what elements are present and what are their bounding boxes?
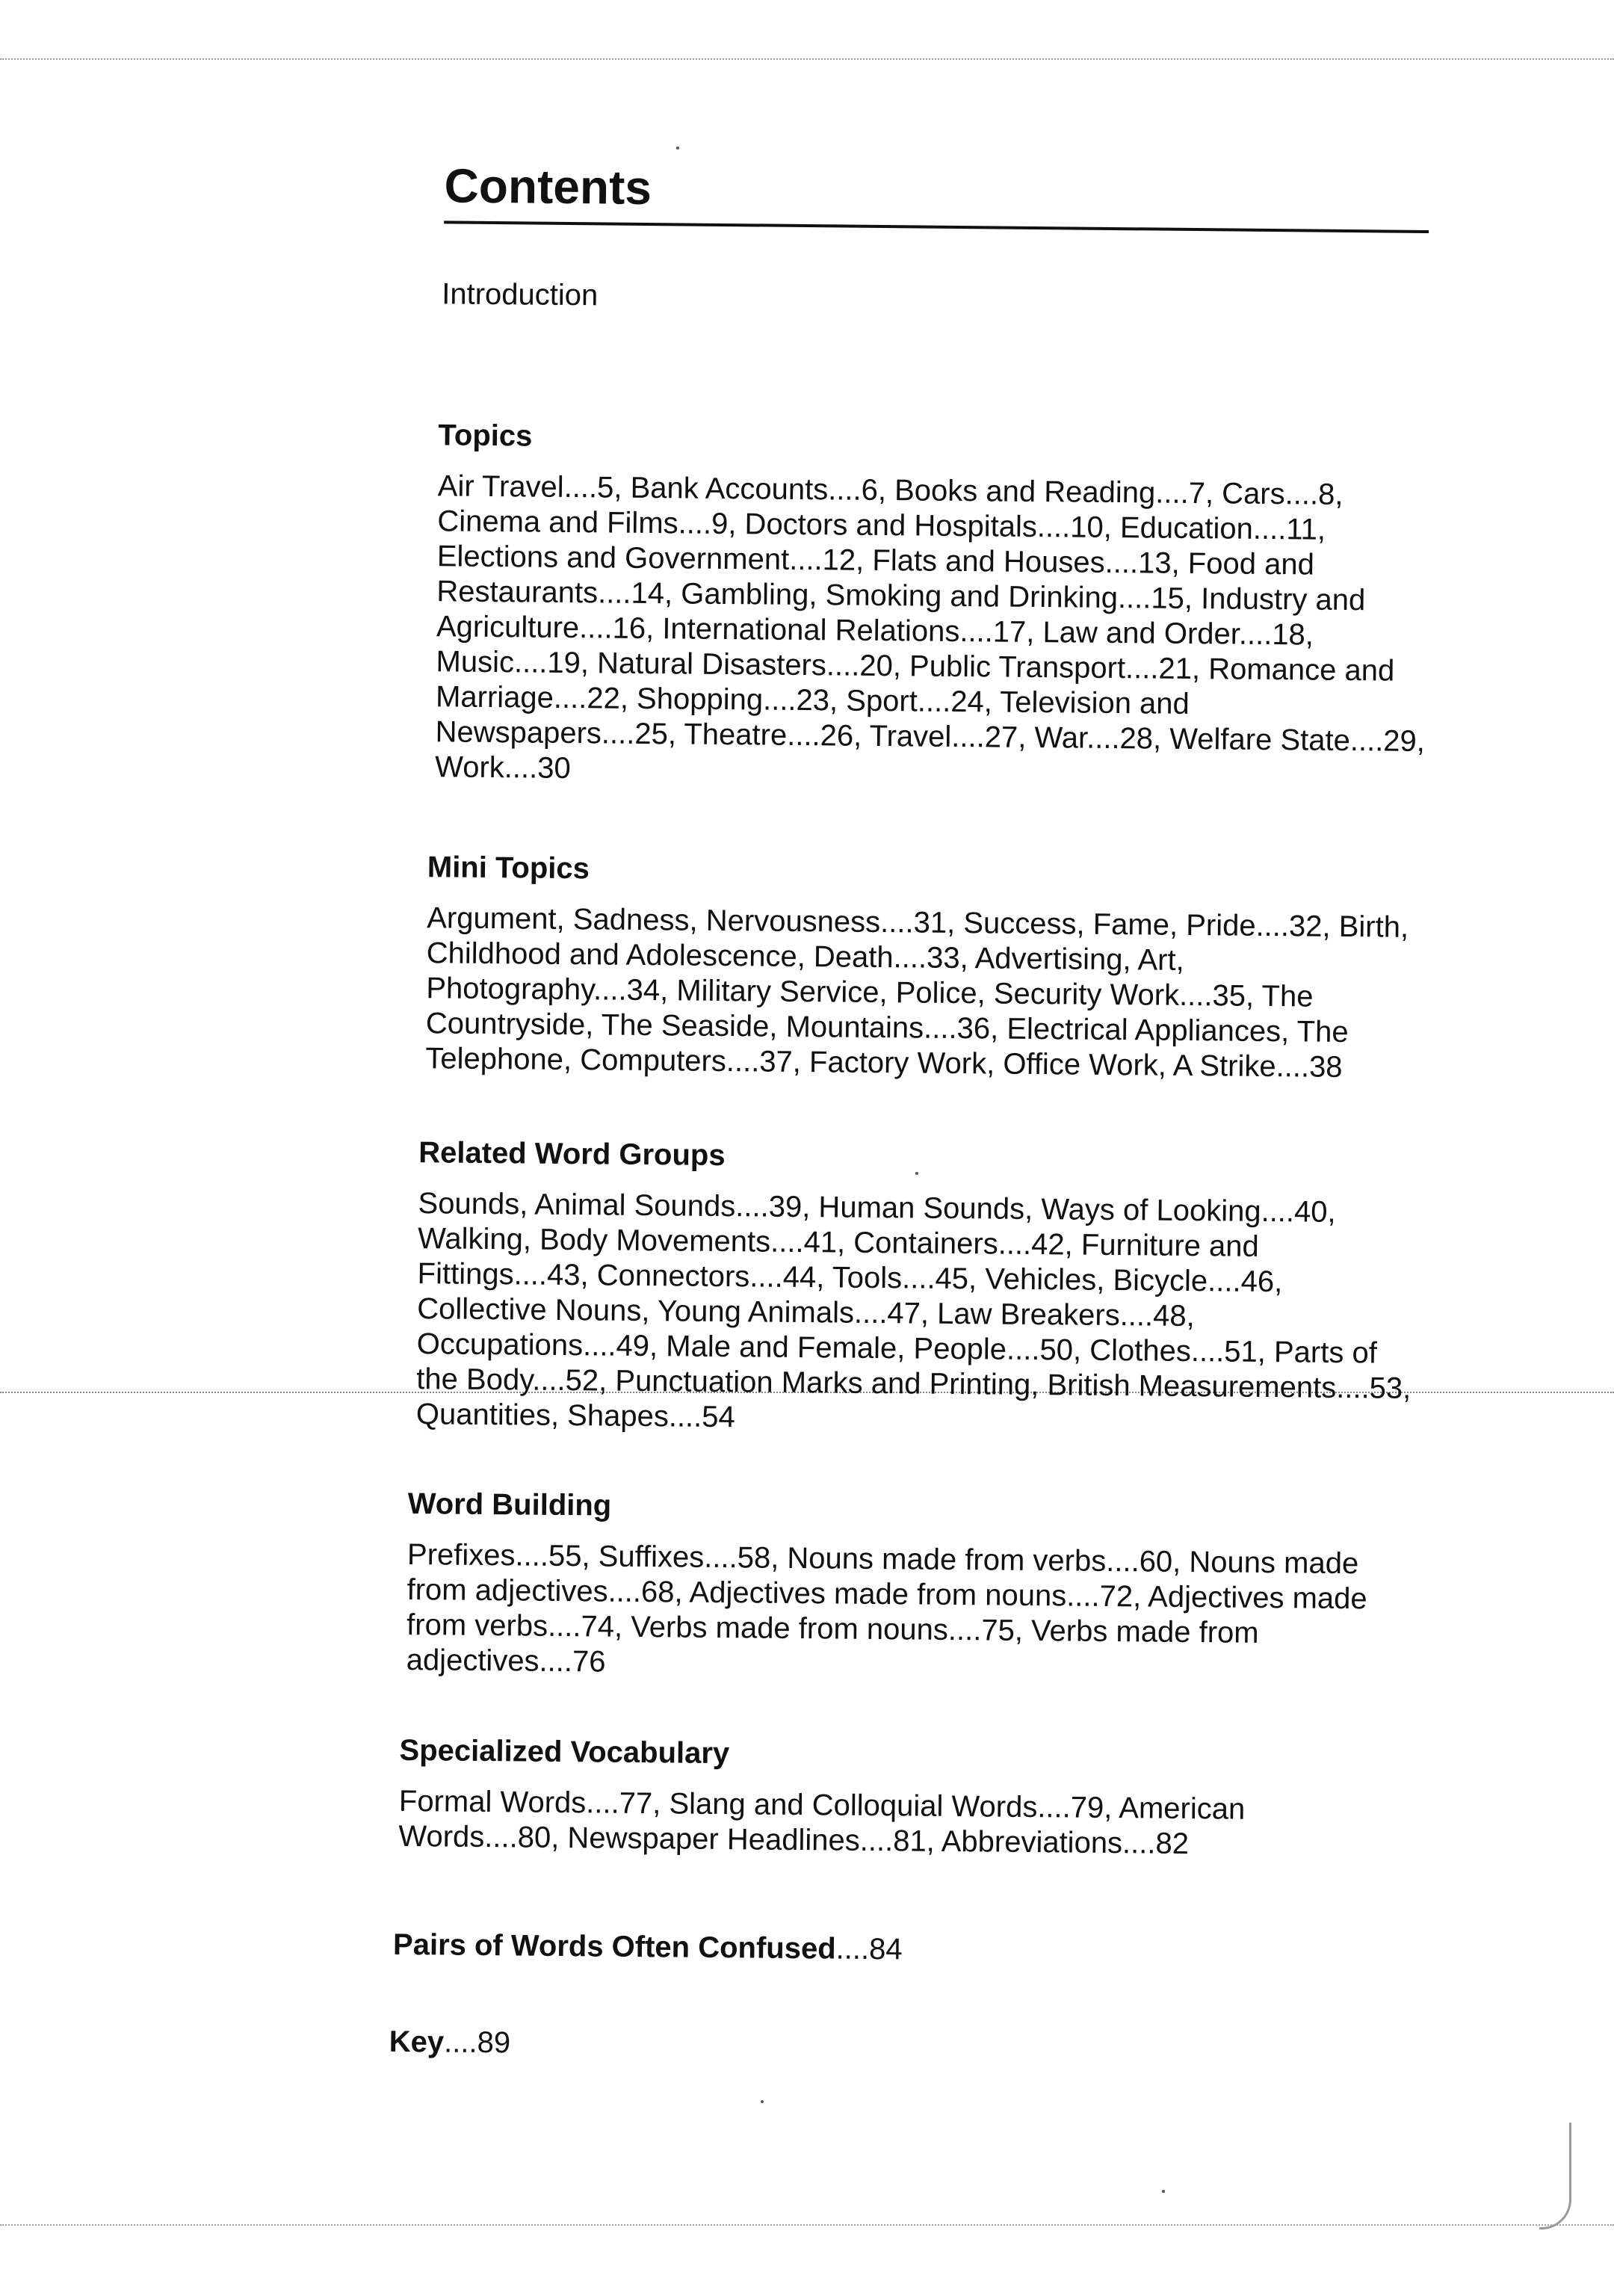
scan-page-curl	[1539, 2123, 1571, 2229]
entry-page-number: ....89	[443, 2025, 511, 2060]
scan-edge-top	[0, 58, 1614, 60]
page-title: Contents	[444, 158, 652, 215]
contents-page	[389, 157, 1491, 2126]
introduction-entry: Introduction	[442, 277, 599, 312]
section-mini-topics	[425, 851, 1459, 1086]
section-heading-word-building: Word Building	[407, 1487, 612, 1522]
entry-page-number: ....84	[835, 1932, 903, 1966]
section-heading-topics: Topics	[438, 419, 533, 453]
section-body-mini-topics: Argument, Sadness, Nervousness....31, Success, Fame, Pride....32, Birth, Childhood and Adolescence, Death....33, Advertising, Art, Photography....34, Military Service, Police, Security Work....35, The Countryside, The Seaside, Mountains....36, Electrical Appliances, The Telephone, Computers....37, Factory Work, Office Work, A Strike....38	[425, 901, 1409, 1084]
scan-speck	[1162, 2190, 1165, 2193]
section-specialized-vocabulary	[398, 1734, 1430, 1864]
section-body-word-building: Prefixes....55, Suffixes....58, Nouns made from verbs....60, Nouns made from adjectives....68, Adjectives made from nouns....72, Adjectives made from verbs....74, Verbs made from nouns....75, Verbs made from adjectives....76	[406, 1537, 1367, 1679]
section-body-related-word-groups: Sounds, Animal Sounds....39, Human Sounds, Ways of Looking....40, Walking, Body Movements....41, Containers....42, Furniture and Fittings....43, Connectors....44, Tools....45, Vehicles, Bicycle....46, Collective Nouns, Young Animals....47, Law Breakers....48, Occupations....49, Male and Female, People....50, Clothes....51, Parts of the Body....52, Punctuation Marks and Printing, British Measurements....53, Quantities, Shapes....54	[415, 1187, 1412, 1434]
entry-label: Key	[389, 2025, 445, 2059]
section-topics	[435, 419, 1470, 794]
section-body-specialized-vocabulary: Formal Words....77, Slang and Colloquial Words....79, American Words....80, Newspaper Headlines....81, Abbreviations....82	[398, 1784, 1246, 1861]
scan-speck	[676, 146, 679, 149]
entry-pairs-of-words-often-confused	[393, 1928, 1424, 1972]
section-heading-specialized-vocabulary: Specialized Vocabulary	[399, 1733, 730, 1771]
scan-edge-bottom	[0, 2224, 1614, 2226]
section-word-building	[406, 1487, 1438, 1688]
section-related-word-groups	[416, 1136, 1450, 1442]
section-body-topics: Air Travel....5, Bank Accounts....6, Books and Reading....7, Cars....8, Cinema and Films....9, Doctors and Hospitals....10, Education....11, Elections and Government....12, Flats and Houses....13, Food and Restaurants....14, Gambling, Smoking and Drinking....15, Industry and Agriculture....16, International Relations....17, Law and Order....18, Music....19, Natural Disasters....20, Public Transport....21, Romance and Marriage....22, Shopping....23, Sport....24, Television and Newspapers....25, Theatre....26, Travel....27, War....28, Welfare State....29, Work....30	[434, 469, 1426, 786]
section-heading-mini-topics: Mini Topics	[427, 851, 590, 886]
section-heading-related-word-groups: Related Word Groups	[418, 1136, 726, 1173]
entry-key	[389, 2025, 1420, 2069]
entry-label: Pairs of Words Often Confused	[392, 1928, 836, 1966]
